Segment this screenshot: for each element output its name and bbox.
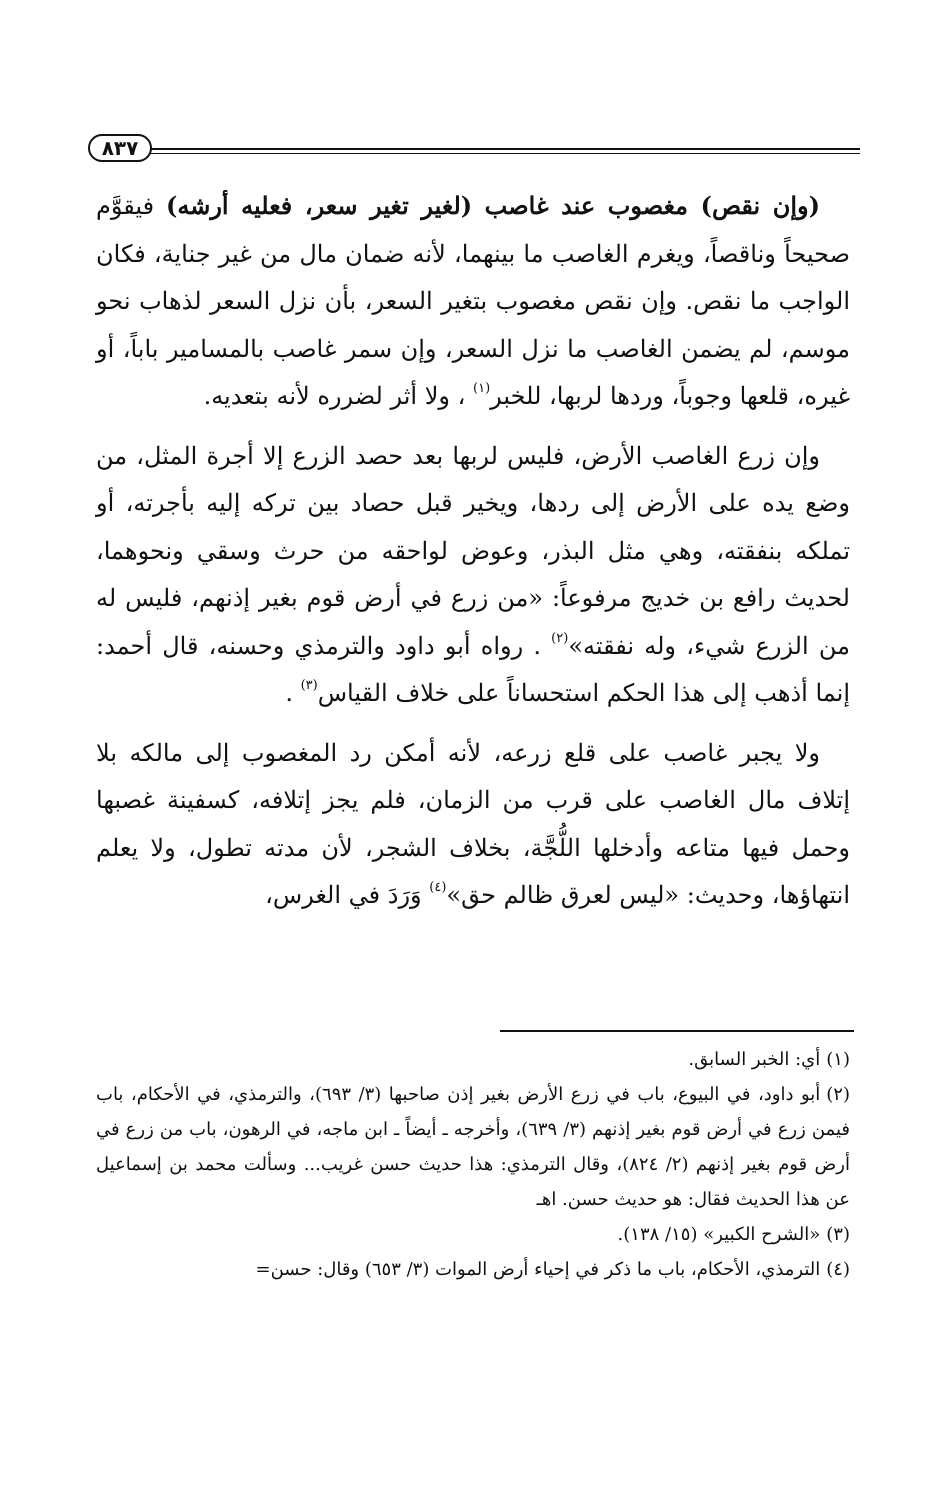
footnote-number: (٤) <box>826 1259 850 1280</box>
footnote-2 <box>96 1077 850 1217</box>
paragraph-3-text: ولا يجبر غاصب على قلع زرعه، لأنه أمكن رد المغصوب إلى مالكه بلا إتلاف مال الغاصب على قرب من الزمان، فلم يجز إتلافه، كسفينة غصبها وحمل فيها متاعه وأدخلها اللُّجَّة، بخلاف الشجر، لأن مدته تطول، ولا يعلم انتهاؤها، وحديث: «ليس لعرق ظالم حق» <box>96 738 850 909</box>
paragraph-2-text: وإن زرع الغاصب الأرض، فليس لربها بعد حصد الزرع إلا أجرة المثل، من وضع يده على الأرض إلى ردها، ويخير قبل حصاد بين تركه إليه بأجرته، أو تملكه بنفقته، وهي مثل البذر، وعوض لواحقه من حرث وسقي ونحوهما، لحديث رافع بن خديج مرفوعاً: «من زرع في أرض قوم بغير إذنهم، فليس له من الزرع شيء، وله نفقته» <box>96 441 850 660</box>
header-rule-thin <box>148 153 860 154</box>
page-header <box>88 130 860 166</box>
footnote-number: (٣) <box>826 1224 850 1245</box>
footnote-4 <box>96 1252 850 1287</box>
footnote-ref-2[interactable]: (٢) <box>551 630 569 646</box>
footnote-ref-1[interactable]: (١) <box>473 381 491 396</box>
footnote-3 <box>96 1217 850 1252</box>
paragraph-1-text: فيقوَّم صحيحاً وناقصاً، ويغرم الغاصب ما بينهما، لأنه ضمان مال من غير جناية، فكان الواجب ما نقص. وإن نقص مغصوب بتغير السعر، بأن نزل السعر لذهاب نحو موسم، لم يضمن الغاصب ما نزل السعر، وإن سمر غاصب بالمسامير باباً، أو غيره، قلعها وجوباً، وردها لربها، للخبر <box>96 192 850 410</box>
page-number: ٨٣٧ <box>88 134 152 162</box>
footnote-text: الترمذي، الأحكام، باب ما ذكر في إحياء أرض الموات (٣/ ٦٥٣) وقال: حسن= <box>255 1259 821 1280</box>
footnote-ref-3[interactable]: (٣) <box>300 678 318 693</box>
footnote-ref-4[interactable]: (٤) <box>429 880 447 895</box>
footnotes <box>96 1042 850 1287</box>
footnote-text: أبو داود، في البيوع، باب في زرع الأرض بغير إذن صاحبها (٣/ ٦٩٣)، والترمذي، في الأحكام، باب فيمن زرع في أرض قوم بغير إذنهم (٣/ ٦٣٩)، وأخرجه ـ أيضاً ـ ابن ماجه، في الرهون، باب من زرع في أرض قوم بغير إذنهم (٢/ ٨٢٤)، وقال الترمذي: هذا حديث حسن غريب... وسألت محمد بن إسماعيل عن هذا الحديث فقال: هو حديث حسن. اهـ <box>96 1084 850 1210</box>
paragraph-2 <box>96 433 850 718</box>
paragraph-1 <box>96 182 850 421</box>
paragraph-3 <box>96 730 850 920</box>
footnote-text: أي: الخبر السابق. <box>688 1049 821 1070</box>
footnote-text: «الشرح الكبير» (١٥/ ١٣٨). <box>617 1224 821 1245</box>
paragraph-2-tail: . <box>285 679 293 707</box>
footnote-number: (٢) <box>826 1084 850 1105</box>
footnote-number: (١) <box>826 1049 850 1070</box>
paragraph-2-mid: . رواه أبو داود والترمذي وحسنه، قال أحمد: إنما أذهب إلى هذا الحكم استحساناً على خلاف القياس <box>96 631 850 707</box>
footnote-1 <box>96 1042 850 1077</box>
paragraph-3-tail: وَرَدَ في الغرس، <box>265 881 422 909</box>
footnote-separator <box>500 1030 854 1032</box>
header-rule <box>148 148 860 150</box>
main-text <box>96 182 850 920</box>
paragraph-1-tail: ، ولا أثر لضرره لأنه بتعديه. <box>203 382 466 410</box>
paragraph-1-lead: (وإن نقص) مغصوب عند غاصب (لغير تغير سعر، فعليه أرشه) <box>165 191 820 220</box>
